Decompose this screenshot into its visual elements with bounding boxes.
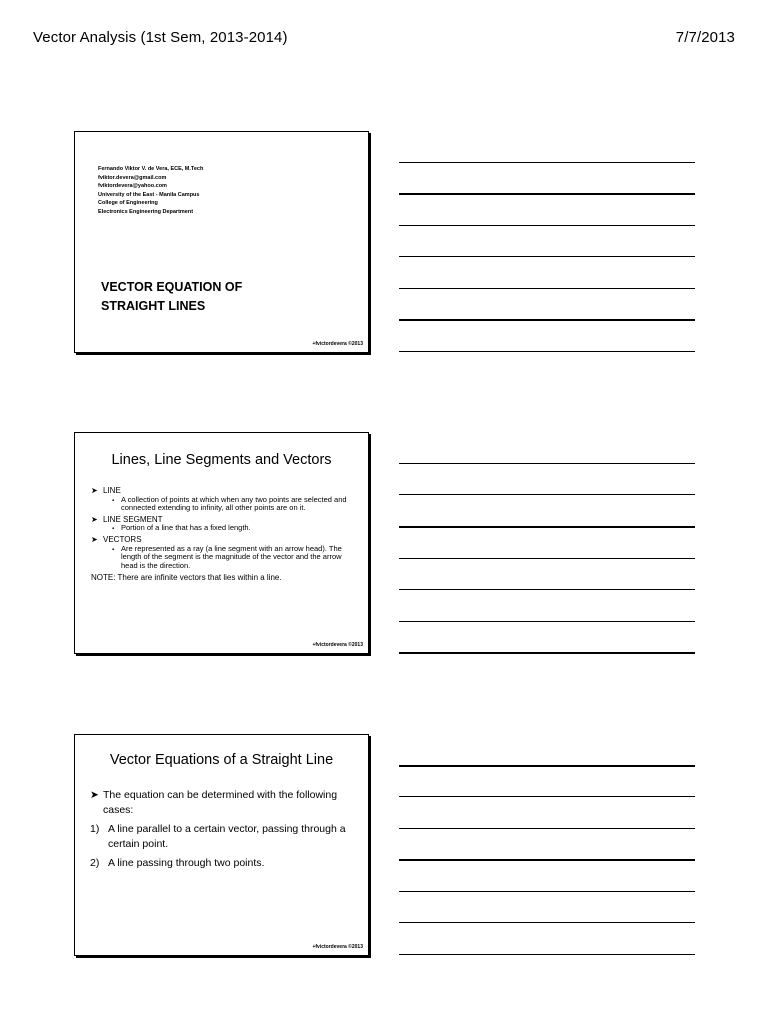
author-block bbox=[98, 165, 203, 217]
case-text: A line parallel to a certain vector, passing through a certain point. bbox=[108, 823, 346, 850]
slide-2-footer: +fvictordevera ©2013 bbox=[312, 642, 363, 648]
slide-1-title-line-2: STRAIGHT LINES bbox=[101, 299, 206, 313]
note-line bbox=[399, 526, 695, 528]
arrow-bullet-icon: ➤ bbox=[91, 514, 98, 524]
list-item-detail bbox=[91, 496, 356, 513]
item-detail-line-segment: Portion of a line that has a fixed length. bbox=[121, 523, 251, 533]
note-line bbox=[399, 162, 695, 163]
slide-2 bbox=[74, 432, 369, 654]
list-item-case bbox=[90, 822, 358, 851]
note-line bbox=[399, 796, 695, 797]
author-name: Fernando Viktor V. de Vera, ECE, M.Tech bbox=[98, 166, 204, 172]
note-line bbox=[399, 859, 695, 861]
item-heading-line-segment: LINE SEGMENT bbox=[103, 514, 163, 524]
slide-1-title-line-1: VECTOR EQUATION OF bbox=[101, 280, 243, 294]
note-line bbox=[399, 828, 695, 829]
note-line bbox=[399, 891, 695, 892]
author-college: College of Engineering bbox=[98, 200, 158, 207]
note-line bbox=[399, 558, 695, 559]
item-heading-line: LINE bbox=[103, 486, 121, 495]
document-header-date: 7/7/2013 bbox=[675, 29, 735, 46]
slide-1-title bbox=[101, 278, 242, 316]
slide-3-title: Vector Equations of a Straight Line bbox=[109, 752, 334, 768]
note-line bbox=[399, 589, 695, 590]
note-line bbox=[399, 319, 695, 321]
case-number: 1) bbox=[90, 823, 100, 836]
case-number: 2) bbox=[90, 857, 100, 870]
note-line bbox=[399, 621, 695, 622]
square-bullet-icon: ▪ bbox=[112, 497, 115, 504]
author-email-gmail: fviktor.devera@gmail.com bbox=[98, 174, 167, 181]
note-line bbox=[399, 463, 695, 464]
arrow-bullet-icon: ➤ bbox=[91, 535, 98, 545]
arrow-bullet-icon: ➤ bbox=[91, 486, 98, 495]
slide-3-intro bbox=[90, 788, 358, 817]
slide-3 bbox=[74, 734, 369, 956]
slide-2-note: NOTE: There are infinite vectors that lies within a line. bbox=[91, 572, 282, 582]
document-header-title: Vector Analysis (1st Sem, 2013-2014) bbox=[33, 29, 288, 46]
note-line bbox=[399, 288, 695, 289]
note-line bbox=[399, 954, 695, 955]
item-heading-vectors: VECTORS bbox=[103, 535, 142, 545]
item-detail-line: A collection of points at which when any two points are selected and connected extending to infinity, all other points are on it. bbox=[121, 494, 347, 513]
note-line bbox=[399, 256, 695, 257]
author-email-yahoo: fviktordevera@yahoo.com bbox=[98, 183, 167, 190]
note-line bbox=[399, 922, 695, 923]
note-line bbox=[399, 225, 695, 226]
arrow-bullet-icon: ➤ bbox=[90, 789, 99, 801]
note-line bbox=[399, 494, 695, 495]
note-line bbox=[399, 193, 695, 195]
item-detail-vectors: Are represented as a ray (a line segment with an arrow head). The length of the segment is the magnitude of the vector and the arrow head is the direction. bbox=[121, 543, 342, 571]
slide-3-body bbox=[90, 788, 358, 876]
list-item-case bbox=[90, 856, 358, 871]
author-department: Electronics Engineering Department bbox=[98, 208, 194, 215]
slide-1-footer: +fvictordevera ©2013 bbox=[312, 341, 363, 347]
slide-2-title: Lines, Line Segments and Vectors bbox=[111, 452, 332, 468]
square-bullet-icon: ▪ bbox=[112, 526, 115, 533]
square-bullet-icon: ▪ bbox=[112, 546, 115, 553]
case-text: A line passing through two points. bbox=[108, 857, 265, 870]
author-university: University of the East - Manila Campus bbox=[98, 191, 200, 198]
slide-3-intro-text: The equation can be determined with the following cases: bbox=[103, 789, 338, 816]
note-line bbox=[399, 652, 695, 654]
list-item-detail bbox=[91, 545, 356, 571]
slide-1 bbox=[74, 131, 369, 353]
list-item-detail bbox=[91, 524, 356, 533]
note-line bbox=[399, 351, 695, 352]
note-line bbox=[399, 765, 695, 767]
slide-3-footer: +fvictordevera ©2013 bbox=[312, 944, 363, 950]
slide-2-body bbox=[91, 485, 356, 582]
